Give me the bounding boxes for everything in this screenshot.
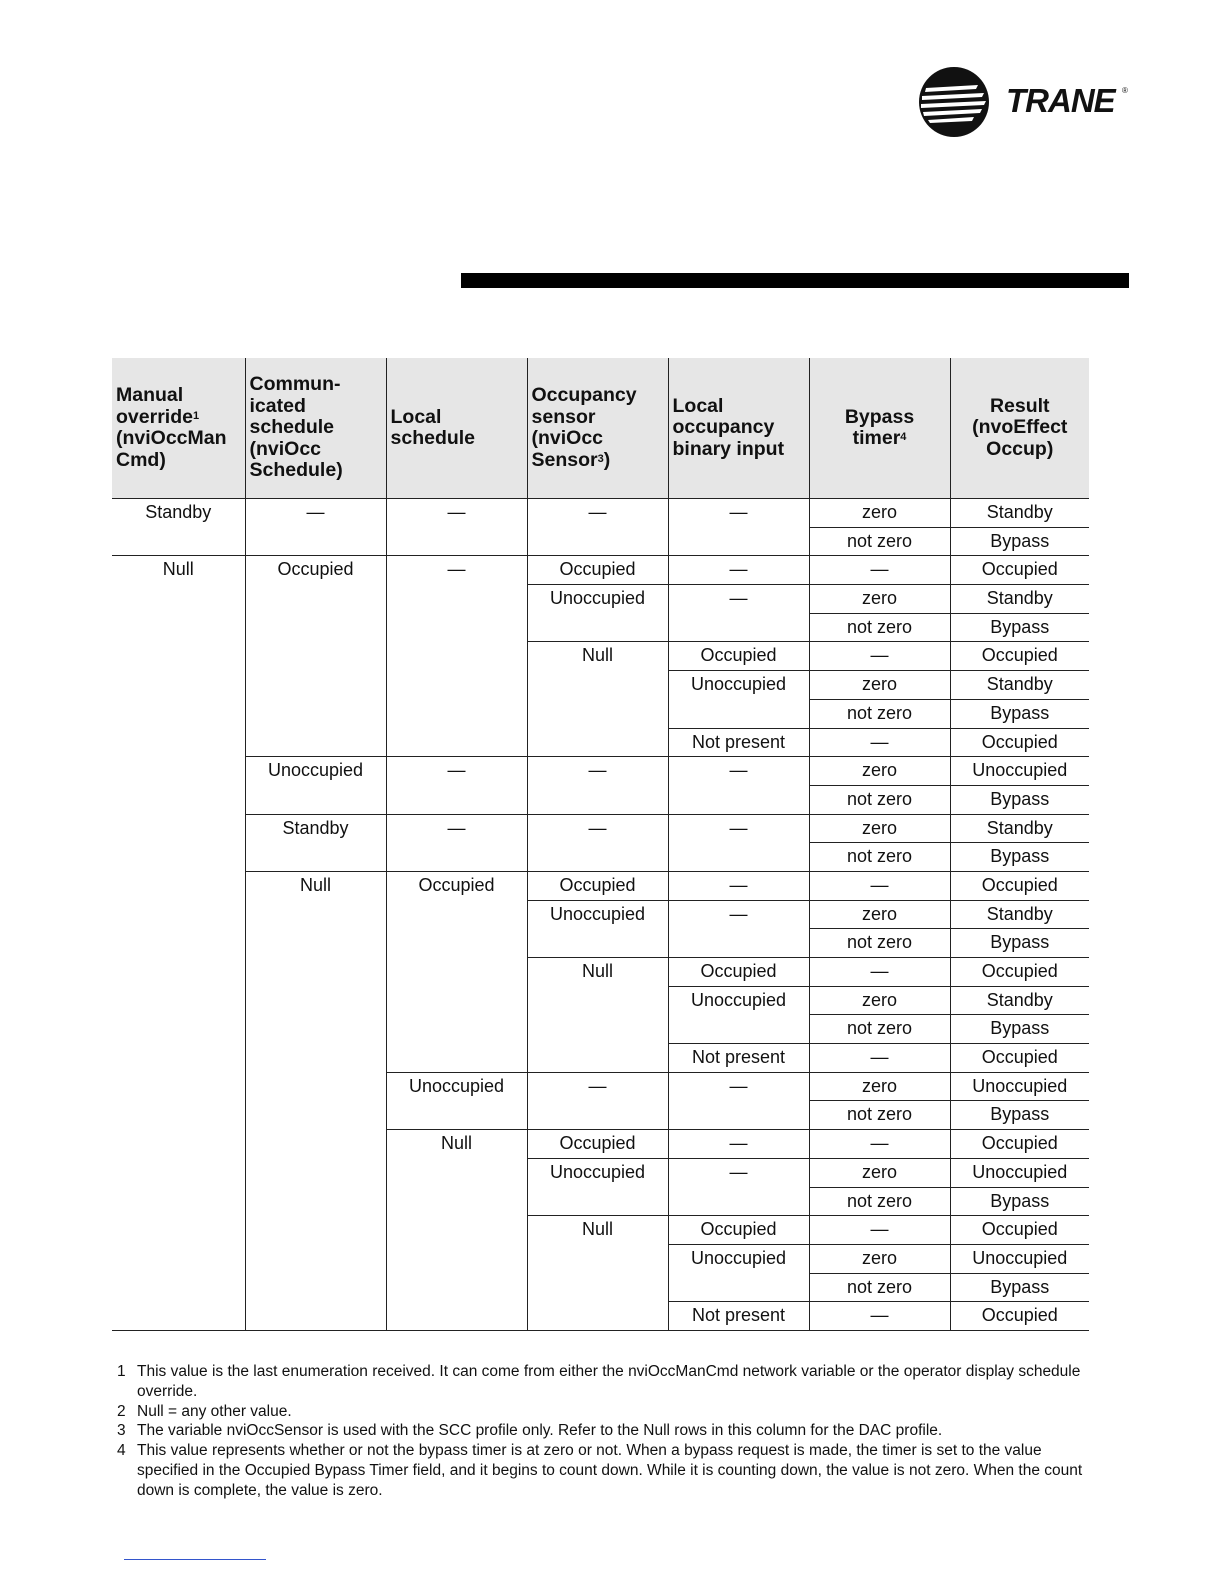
table-cell: Occupied <box>527 871 668 900</box>
trane-logo-disc-icon <box>918 66 990 138</box>
table-cell: zero <box>809 1072 950 1101</box>
table-cell: Occupied <box>950 728 1089 757</box>
table-cell <box>386 728 527 757</box>
header-text: Schedule) <box>249 459 343 482</box>
table-cell <box>386 1044 527 1073</box>
table-row <box>112 900 1089 929</box>
table-row <box>112 585 1089 614</box>
table-cell <box>386 527 527 556</box>
table-cell: Unoccupied <box>527 585 668 614</box>
table-cell <box>112 1044 245 1073</box>
table-cell: — <box>668 499 809 528</box>
table-cell: Bypass <box>950 1273 1089 1302</box>
table-cell: — <box>809 1302 950 1331</box>
table-cell <box>112 1244 245 1273</box>
table-cell <box>668 1273 809 1302</box>
table-cell <box>245 527 386 556</box>
table-cell: Null <box>527 958 668 987</box>
trane-logo-wordmark: TRANE <box>1006 82 1115 119</box>
table-cell <box>386 900 527 929</box>
table-cell <box>112 1015 245 1044</box>
table-cell: Bypass <box>950 1187 1089 1216</box>
table-cell <box>245 1072 386 1101</box>
column-header <box>386 358 527 499</box>
table-cell: — <box>809 1044 950 1073</box>
table-cell <box>112 843 245 872</box>
table-cell: Unoccupied <box>950 1158 1089 1187</box>
table-cell: Standby <box>950 585 1089 614</box>
table-cell: Occupied <box>950 1302 1089 1331</box>
header-text: icated <box>249 394 306 417</box>
table-cell <box>386 1273 527 1302</box>
table-cell: — <box>386 556 527 585</box>
table-cell <box>245 958 386 987</box>
table-cell <box>245 671 386 700</box>
table-cell: — <box>809 1130 950 1159</box>
table-cell <box>112 871 245 900</box>
footnote <box>117 1441 1092 1500</box>
table-cell: — <box>527 499 668 528</box>
header-text: Manual <box>116 384 184 406</box>
table-cell: zero <box>809 671 950 700</box>
footnote-number: 3 <box>117 1422 126 1440</box>
header-text: schedule <box>390 427 476 449</box>
footnote-marker: 3 <box>597 452 604 465</box>
table-cell: not zero <box>809 1101 950 1130</box>
table-cell <box>245 613 386 642</box>
table-cell <box>112 585 245 614</box>
footer-link-line <box>124 1559 266 1560</box>
table-cell <box>386 1158 527 1187</box>
column-header <box>245 358 386 499</box>
table-cell <box>527 1187 668 1216</box>
table-cell: Occupied <box>527 1130 668 1159</box>
table-cell: not zero <box>809 785 950 814</box>
table-cell: zero <box>809 499 950 528</box>
table-cell: Occupied <box>950 1216 1089 1245</box>
table-cell <box>112 1130 245 1159</box>
table-cell <box>245 1015 386 1044</box>
table-cell: — <box>668 871 809 900</box>
table-cell: zero <box>809 1158 950 1187</box>
table-cell <box>245 785 386 814</box>
table-cell: — <box>809 1216 950 1245</box>
table-cell: Unoccupied <box>668 671 809 700</box>
table-cell <box>668 613 809 642</box>
table-cell <box>386 1187 527 1216</box>
table-cell: Occupied <box>950 642 1089 671</box>
header-text: (nviOcc <box>249 437 322 460</box>
table-cell <box>112 699 245 728</box>
table-cell <box>245 1158 386 1187</box>
table-cell <box>112 900 245 929</box>
table-cell: Occupied <box>950 871 1089 900</box>
table-row <box>112 699 1089 728</box>
table-cell <box>245 1130 386 1159</box>
table-cell: Null <box>527 1216 668 1245</box>
footnote-text: This value represents whether or not the bypass timer is at zero or not. When a bypass request is made, the timer is set to the value specified in the Occupied Bypass Timer field, and it begins to count down. While it is counting down, the value is not zero. When the count down is complete, the value is zero. <box>137 1442 1083 1499</box>
table-cell: — <box>668 585 809 614</box>
table-cell: Not present <box>668 1044 809 1073</box>
table-cell: Unoccupied <box>950 757 1089 786</box>
header-rule <box>461 273 1129 288</box>
table-row <box>112 1101 1089 1130</box>
table-cell <box>245 900 386 929</box>
table-cell: Standby <box>950 986 1089 1015</box>
table-cell: Null <box>245 871 386 900</box>
table-row <box>112 499 1089 528</box>
table-row <box>112 613 1089 642</box>
table-cell: Occupied <box>950 556 1089 585</box>
table-cell <box>245 1273 386 1302</box>
table-cell: Occupied <box>668 958 809 987</box>
table-cell <box>527 728 668 757</box>
table-cell <box>527 699 668 728</box>
table-cell <box>112 1158 245 1187</box>
table-cell <box>527 1244 668 1273</box>
table-cell: Occupied <box>950 1130 1089 1159</box>
table-cell: Not present <box>668 1302 809 1331</box>
table-cell: Standby <box>950 814 1089 843</box>
table-cell <box>112 785 245 814</box>
table-cell <box>527 671 668 700</box>
table-cell <box>668 843 809 872</box>
table-cell <box>386 958 527 987</box>
table-cell: Occupied <box>950 958 1089 987</box>
table-cell <box>245 929 386 958</box>
table-row <box>112 1015 1089 1044</box>
table-cell: not zero <box>809 1273 950 1302</box>
table-row <box>112 929 1089 958</box>
header-text: ) <box>603 448 611 471</box>
header-text: Result <box>989 394 1050 417</box>
table-cell: Bypass <box>950 843 1089 872</box>
table-cell: zero <box>809 986 950 1015</box>
table-cell: Occupied <box>950 1044 1089 1073</box>
table-row <box>112 728 1089 757</box>
column-header <box>668 358 809 499</box>
table-cell <box>668 527 809 556</box>
table-cell <box>386 986 527 1015</box>
table-cell: zero <box>809 814 950 843</box>
footnote-marker: 1 <box>192 409 200 422</box>
table-cell <box>386 1015 527 1044</box>
header-text: Local <box>672 394 724 417</box>
table-cell: not zero <box>809 613 950 642</box>
table-cell <box>112 728 245 757</box>
header-text: timer <box>852 427 901 449</box>
table-row <box>112 1158 1089 1187</box>
table-cell <box>527 527 668 556</box>
table-cell <box>527 1273 668 1302</box>
column-header <box>809 358 950 499</box>
occupancy-table <box>112 358 1089 1331</box>
table-body <box>112 499 1089 1331</box>
table-cell <box>527 1101 668 1130</box>
table-cell: Unoccupied <box>527 1158 668 1187</box>
table-row <box>112 843 1089 872</box>
table-cell: Unoccupied <box>668 1244 809 1273</box>
footnote-number: 4 <box>117 1442 126 1460</box>
header-text: (nvoEffect <box>972 416 1068 439</box>
table-cell: not zero <box>809 929 950 958</box>
footnote-marker: 4 <box>900 431 907 443</box>
table-cell: Standby <box>950 900 1089 929</box>
header-text: (nviOcc <box>531 427 604 449</box>
table-cell <box>386 929 527 958</box>
table-cell: Bypass <box>950 527 1089 556</box>
table-cell <box>527 1302 668 1331</box>
table-cell <box>527 1044 668 1073</box>
footnotes <box>117 1362 1092 1501</box>
table-cell <box>245 585 386 614</box>
table-row <box>112 1302 1089 1331</box>
table-cell: Occupied <box>668 642 809 671</box>
table-row <box>112 1244 1089 1273</box>
table-cell <box>527 1015 668 1044</box>
table-cell: — <box>809 728 950 757</box>
table-cell: zero <box>809 585 950 614</box>
table-cell: not zero <box>809 1187 950 1216</box>
table-cell: — <box>668 556 809 585</box>
table-cell <box>527 929 668 958</box>
table-cell <box>386 843 527 872</box>
table-row <box>112 1130 1089 1159</box>
table-cell: — <box>527 757 668 786</box>
table-cell <box>668 1015 809 1044</box>
table-cell: Bypass <box>950 699 1089 728</box>
header-text: binary input <box>672 437 785 460</box>
table-cell <box>112 929 245 958</box>
header-text: Bypass <box>844 405 915 428</box>
table-cell: — <box>386 499 527 528</box>
table-cell: zero <box>809 1244 950 1273</box>
column-header <box>950 358 1089 499</box>
table-cell <box>245 1101 386 1130</box>
header-text: occupancy <box>672 416 775 439</box>
table-cell: Occupied <box>245 556 386 585</box>
table-cell <box>245 1302 386 1331</box>
table-cell: Unoccupied <box>527 900 668 929</box>
header-text: Commun- <box>249 373 341 396</box>
table-cell <box>245 1244 386 1273</box>
table-cell: Standby <box>245 814 386 843</box>
table-cell <box>245 1187 386 1216</box>
table-cell: Bypass <box>950 929 1089 958</box>
table-cell <box>112 642 245 671</box>
header-text: Local <box>390 405 442 428</box>
footnote <box>117 1421 1092 1441</box>
table-cell <box>668 1101 809 1130</box>
table-cell: — <box>809 556 950 585</box>
table-row <box>112 871 1089 900</box>
table-row <box>112 785 1089 814</box>
table-cell <box>386 642 527 671</box>
table-cell: not zero <box>809 843 950 872</box>
table-cell: Unoccupied <box>950 1072 1089 1101</box>
table-row <box>112 1072 1089 1101</box>
table-row <box>112 556 1089 585</box>
header-text: Cmd) <box>116 448 166 471</box>
table-cell <box>668 929 809 958</box>
trane-logo <box>918 66 1130 138</box>
table-cell: Standby <box>950 671 1089 700</box>
table-cell <box>112 814 245 843</box>
table-cell <box>245 986 386 1015</box>
table-cell <box>112 1216 245 1245</box>
table-cell <box>112 1273 245 1302</box>
table-cell <box>386 785 527 814</box>
table-cell: — <box>668 757 809 786</box>
table-cell <box>386 1244 527 1273</box>
table-row <box>112 1187 1089 1216</box>
table-cell <box>668 1187 809 1216</box>
table-cell: — <box>668 1158 809 1187</box>
table-cell <box>386 671 527 700</box>
header-text: schedule <box>249 416 335 439</box>
table-cell: — <box>527 814 668 843</box>
table-cell: Not present <box>668 728 809 757</box>
table-cell: Bypass <box>950 1101 1089 1130</box>
table-row <box>112 986 1089 1015</box>
table-row <box>112 958 1089 987</box>
table-row <box>112 527 1089 556</box>
table-cell <box>386 613 527 642</box>
table-cell <box>527 613 668 642</box>
table-cell: Occupied <box>386 871 527 900</box>
table-row <box>112 1273 1089 1302</box>
table-cell: Occupied <box>527 556 668 585</box>
table-cell <box>527 843 668 872</box>
header-text: sensor <box>531 405 596 428</box>
table-cell: — <box>386 757 527 786</box>
table-cell: Occupied <box>668 1216 809 1245</box>
table-cell: — <box>245 499 386 528</box>
table-header-row <box>112 358 1089 499</box>
table-cell: Bypass <box>950 613 1089 642</box>
header-text: Occup) <box>986 437 1054 460</box>
header-text: Sensor <box>531 448 598 471</box>
table-row <box>112 671 1089 700</box>
table-cell: Standby <box>950 499 1089 528</box>
header-text: (nviOccMan <box>116 427 227 449</box>
footnote <box>117 1402 1092 1422</box>
table-cell <box>668 699 809 728</box>
footnote-text: This value is the last enumeration received. It can come from either the nviOccManCmd network variable or the operator display schedule override. <box>137 1363 1081 1400</box>
table-row <box>112 757 1089 786</box>
table-cell: — <box>668 1130 809 1159</box>
table-cell <box>112 986 245 1015</box>
table-row <box>112 1044 1089 1073</box>
table-cell <box>245 1044 386 1073</box>
table-cell: Null <box>162 559 194 580</box>
table-cell: Bypass <box>950 785 1089 814</box>
table-cell: Unoccupied <box>668 986 809 1015</box>
table-cell: zero <box>809 900 950 929</box>
table-cell <box>112 1302 245 1331</box>
footnote-number: 1 <box>117 1363 126 1380</box>
header-text: Occupancy <box>531 384 637 406</box>
table-row <box>112 814 1089 843</box>
table-cell <box>386 585 527 614</box>
table-cell: Unoccupied <box>386 1072 527 1101</box>
table-cell: — <box>668 1072 809 1101</box>
table-cell: — <box>668 900 809 929</box>
table-cell: Unoccupied <box>245 757 386 786</box>
table-cell: Standby <box>112 499 245 528</box>
table-cell: — <box>809 642 950 671</box>
table-cell <box>527 986 668 1015</box>
table-cell: not zero <box>809 527 950 556</box>
table-cell: Null <box>386 1130 527 1159</box>
table-row <box>112 1216 1089 1245</box>
table-cell: Null <box>527 642 668 671</box>
table-cell: zero <box>809 757 950 786</box>
table-row <box>112 642 1089 671</box>
footnote-text: Null = any other value. <box>137 1402 292 1420</box>
table-cell: — <box>527 1072 668 1101</box>
table-cell: — <box>809 958 950 987</box>
table-cell: Bypass <box>950 1015 1089 1044</box>
table-cell <box>112 1187 245 1216</box>
footnote-number: 2 <box>117 1402 126 1420</box>
table-cell <box>112 757 245 786</box>
table-cell: not zero <box>809 1015 950 1044</box>
table-cell <box>112 671 245 700</box>
column-header <box>527 358 668 499</box>
table-cell <box>527 785 668 814</box>
table-cell <box>245 728 386 757</box>
table-cell <box>386 1216 527 1245</box>
table-cell <box>112 958 245 987</box>
table-cell: — <box>809 871 950 900</box>
registered-mark: ® <box>1122 86 1128 95</box>
table-cell <box>245 699 386 728</box>
table-cell <box>245 642 386 671</box>
table-cell: — <box>668 814 809 843</box>
table-cell <box>386 1101 527 1130</box>
footnote <box>117 1362 1092 1402</box>
table-cell <box>112 1072 245 1101</box>
table-cell <box>112 1101 245 1130</box>
table-cell <box>386 699 527 728</box>
column-header <box>112 358 245 499</box>
table-cell <box>386 1302 527 1331</box>
table-cell <box>245 843 386 872</box>
footnote-text: The variable nviOccSensor is used with the SCC profile only. Refer to the Null rows in this column for the DAC profile. <box>137 1422 943 1440</box>
table-cell: Unoccupied <box>950 1244 1089 1273</box>
table-cell <box>112 527 245 556</box>
table-cell <box>112 613 245 642</box>
table-cell: not zero <box>809 699 950 728</box>
table-cell <box>668 785 809 814</box>
header-text: override <box>116 405 193 428</box>
table-cell: — <box>386 814 527 843</box>
table-cell <box>245 1216 386 1245</box>
